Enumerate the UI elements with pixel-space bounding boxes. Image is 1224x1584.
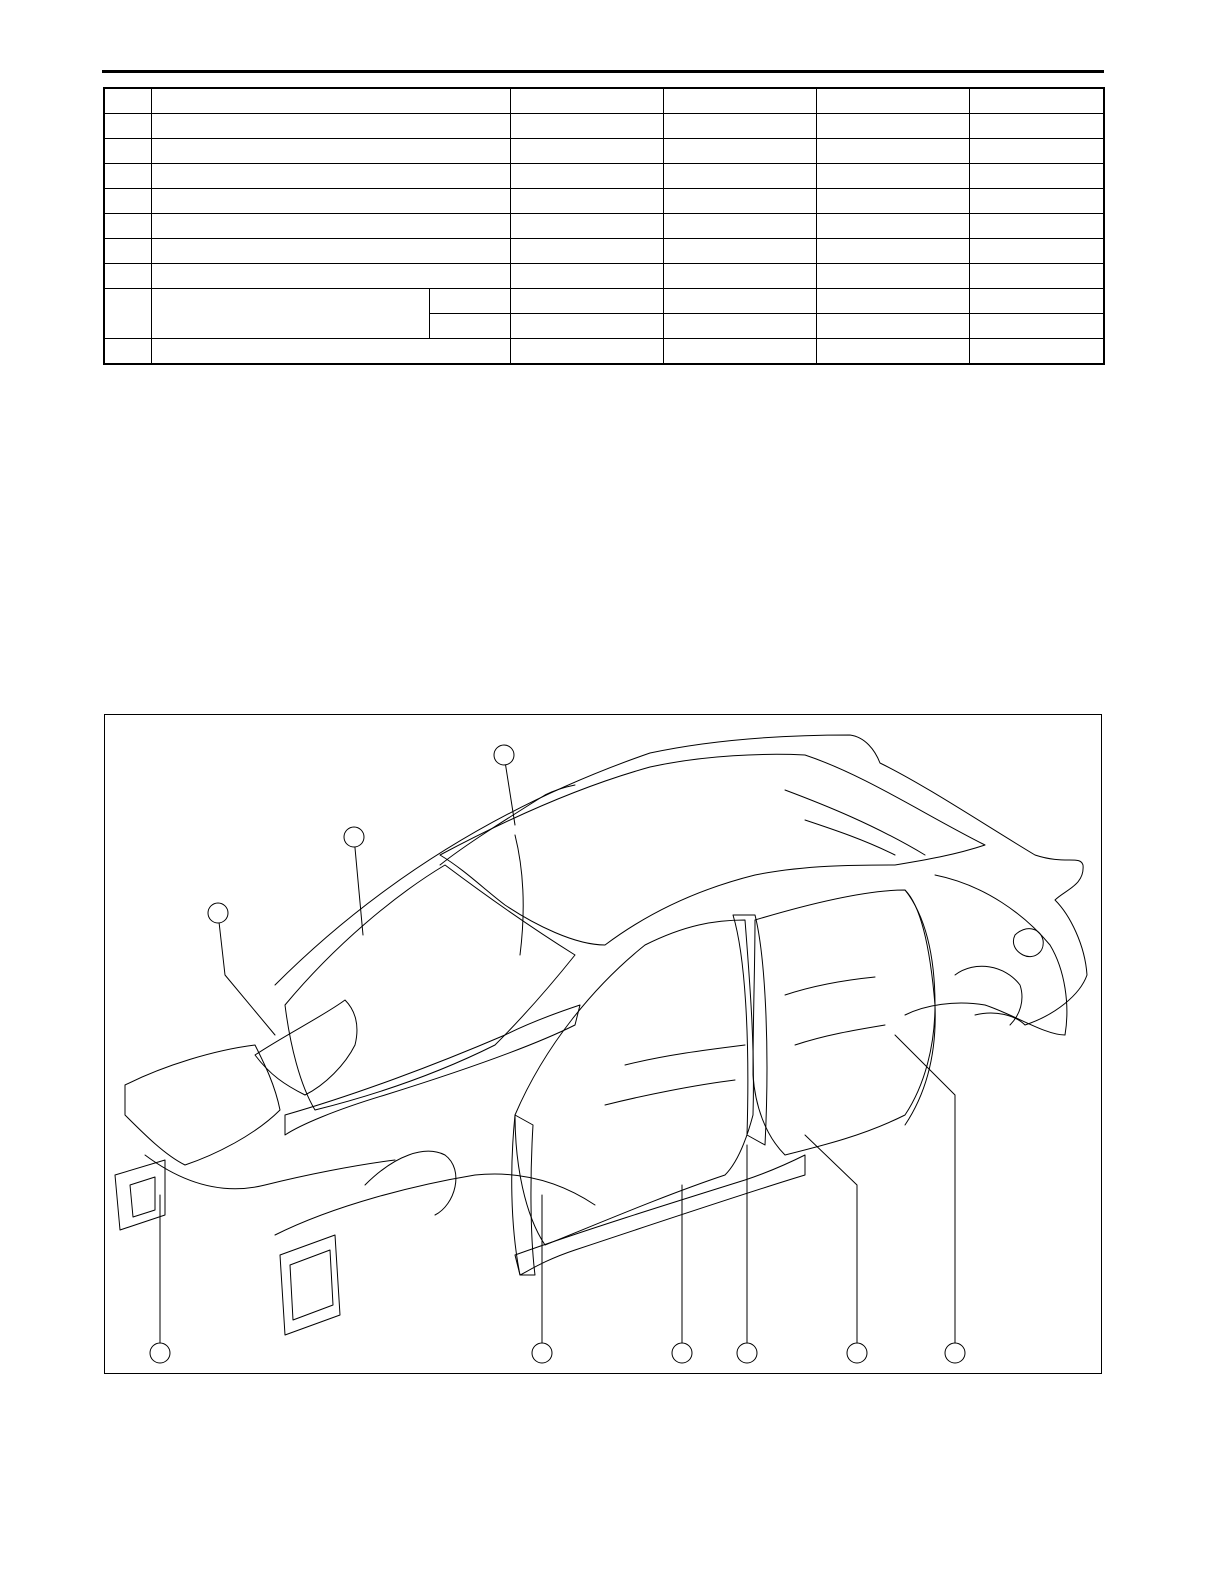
table-row xyxy=(104,339,1104,365)
callout-label xyxy=(737,1343,757,1363)
underbody-front xyxy=(275,1174,595,1235)
table-cell xyxy=(510,214,663,239)
table-cell xyxy=(104,139,151,164)
table-cell xyxy=(663,114,816,139)
callout-label xyxy=(672,1343,692,1363)
table-cell xyxy=(151,289,429,339)
table-row xyxy=(104,139,1104,164)
table-row xyxy=(104,264,1104,289)
table-cell xyxy=(151,189,510,214)
table-cell xyxy=(104,214,151,239)
table-cell xyxy=(151,239,510,264)
table-row xyxy=(104,164,1104,189)
callout-label xyxy=(494,745,514,765)
table-cell xyxy=(816,339,969,365)
table-cell xyxy=(151,164,510,189)
table-cell xyxy=(104,114,151,139)
table-cell xyxy=(510,264,663,289)
table-row xyxy=(104,114,1104,139)
leader-line xyxy=(354,837,363,935)
floor-line-4 xyxy=(795,1025,885,1045)
rear-door-opening xyxy=(753,890,935,1155)
table-cell xyxy=(151,339,510,365)
table-cell xyxy=(969,314,1104,339)
cowl-panel xyxy=(255,1000,357,1095)
b-pillar xyxy=(733,915,767,1145)
table-cell xyxy=(663,264,816,289)
front-rail xyxy=(115,1160,165,1230)
front-sill xyxy=(285,1005,580,1135)
table-cell xyxy=(816,314,969,339)
table-cell xyxy=(969,239,1104,264)
floor-line-2 xyxy=(605,1080,735,1105)
callout-label xyxy=(208,903,228,923)
table-cell xyxy=(151,139,510,164)
table-cell xyxy=(969,164,1104,189)
callout-label xyxy=(150,1343,170,1363)
front-rail-inner xyxy=(130,1177,155,1217)
front-apron-lower xyxy=(145,1155,395,1189)
table-cell xyxy=(969,289,1104,314)
table-cell xyxy=(510,189,663,214)
table-cell xyxy=(969,139,1104,164)
table-cell xyxy=(663,239,816,264)
table-cell xyxy=(816,139,969,164)
c-pillar xyxy=(905,890,935,1125)
table-cell xyxy=(510,164,663,189)
table-cell xyxy=(663,314,816,339)
table-cell xyxy=(969,88,1104,114)
roof-crease-2 xyxy=(805,820,895,855)
callout-label xyxy=(344,827,364,847)
table-cell xyxy=(104,189,151,214)
table-cell xyxy=(663,164,816,189)
floor-line-3 xyxy=(785,977,875,995)
table-cell xyxy=(969,114,1104,139)
table-cell xyxy=(510,88,663,114)
roof-panel xyxy=(440,754,985,945)
callout-label xyxy=(945,1343,965,1363)
table-cell xyxy=(969,339,1104,365)
table-cell xyxy=(816,114,969,139)
table-cell xyxy=(663,189,816,214)
table-cell xyxy=(663,214,816,239)
table-cell xyxy=(816,88,969,114)
rocker-panel xyxy=(515,1155,805,1275)
windshield-frame xyxy=(285,865,575,1110)
table-cell xyxy=(510,314,663,339)
table-cell xyxy=(104,164,151,189)
table-cell xyxy=(429,289,510,314)
a-pillar xyxy=(440,785,575,955)
table-row xyxy=(104,189,1104,214)
table-cell xyxy=(510,239,663,264)
table-cell xyxy=(104,88,151,114)
body-shell-illustration xyxy=(104,714,1102,1374)
table-cell xyxy=(816,239,969,264)
table-row xyxy=(104,289,1104,314)
floor-crossmember-inner xyxy=(290,1250,333,1320)
table-cell xyxy=(663,289,816,314)
table-cell xyxy=(151,88,510,114)
callout-label xyxy=(847,1343,867,1363)
table-cell xyxy=(429,314,510,339)
table-cell xyxy=(663,139,816,164)
table-cell xyxy=(104,339,151,365)
table-cell xyxy=(663,88,816,114)
callout-label xyxy=(532,1343,552,1363)
roof-crease xyxy=(785,790,925,855)
table-row xyxy=(104,239,1104,264)
table-cell xyxy=(816,289,969,314)
table-cell xyxy=(104,264,151,289)
table-header-row xyxy=(104,88,1104,114)
table-cell xyxy=(816,214,969,239)
table-cell xyxy=(510,289,663,314)
leader-line xyxy=(805,1135,857,1353)
roof-outline xyxy=(275,735,1087,1025)
table-cell xyxy=(151,214,510,239)
table-cell xyxy=(663,339,816,365)
table-cell xyxy=(104,289,151,339)
table-cell xyxy=(969,264,1104,289)
floor-crossmember xyxy=(280,1235,340,1335)
table-cell xyxy=(969,214,1104,239)
table-cell xyxy=(816,164,969,189)
table-cell xyxy=(151,264,510,289)
table-cell xyxy=(969,189,1104,214)
front-pillar-lower xyxy=(512,1115,535,1275)
floor-line xyxy=(625,1045,745,1065)
spec-table xyxy=(103,87,1105,365)
table-cell xyxy=(151,114,510,139)
table-cell xyxy=(816,264,969,289)
leader-line xyxy=(218,913,275,1035)
underbody-tunnel xyxy=(365,1151,456,1215)
front-apron xyxy=(125,1045,280,1165)
table-cell xyxy=(104,239,151,264)
leader-line xyxy=(504,755,515,825)
table-row xyxy=(104,214,1104,239)
header-rule xyxy=(102,70,1104,73)
table-cell xyxy=(816,189,969,214)
table-cell xyxy=(510,339,663,365)
table-cell xyxy=(510,114,663,139)
table-cell xyxy=(510,139,663,164)
body-shell-drawing xyxy=(105,715,1103,1375)
